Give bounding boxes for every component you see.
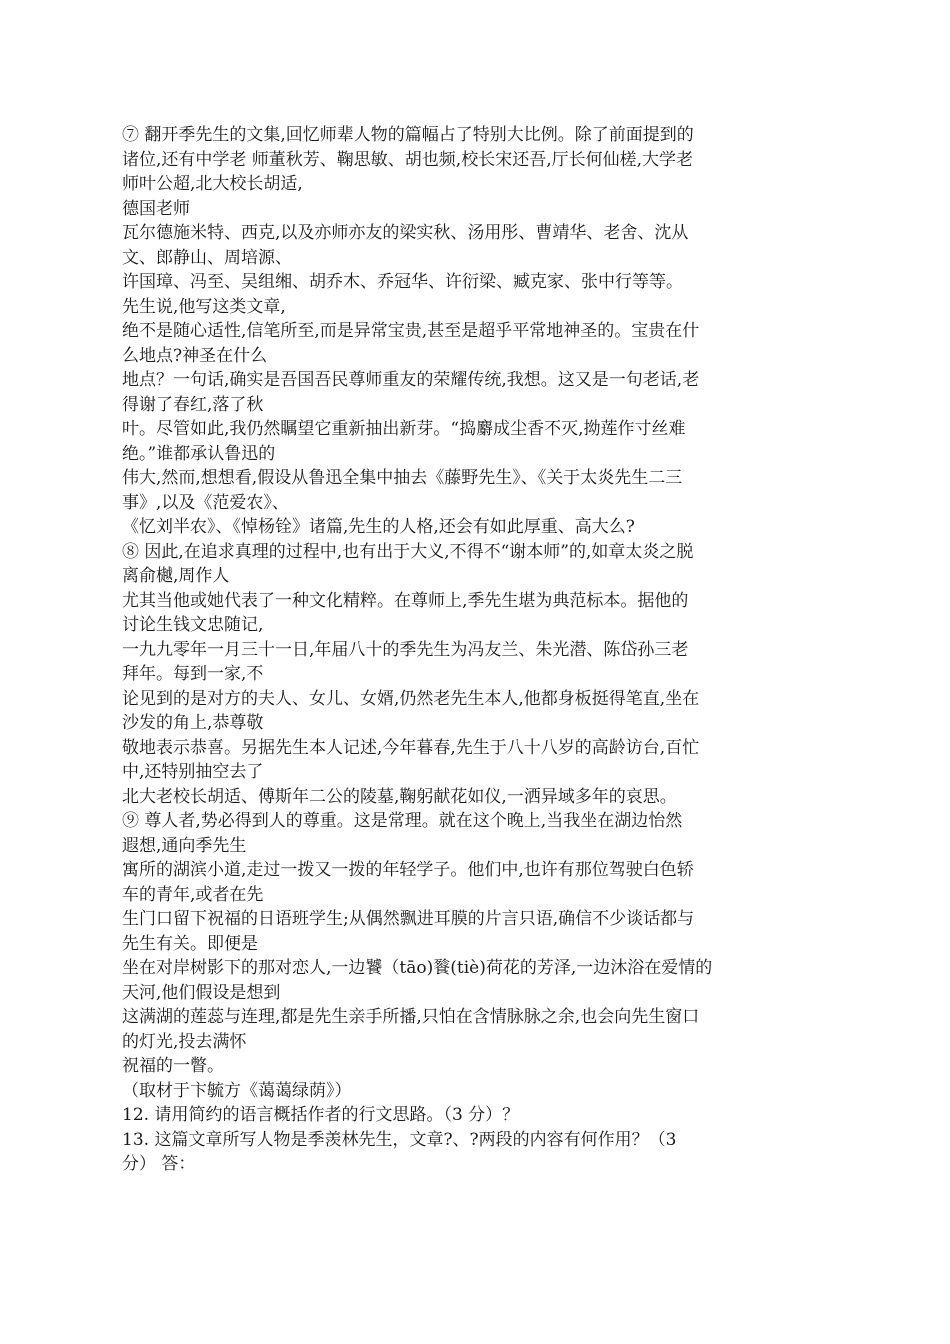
text-line: 绝。”谁都承认鲁迅的 <box>122 443 276 464</box>
text-line: 13. 这篇文章所写人物是季羡林先生，文章?、?两段的内容有何作用？（3 <box>122 1129 677 1150</box>
text-line: ⑧ 因此,在追求真理的过程中,也有出于大义,不得不“谢本师”的,如章太炎之脱 <box>122 541 694 562</box>
text-line: ⑦ 翻开季先生的文集,回忆师辈人物的篇幅占了特别大比例。除了前面提到的 <box>122 125 694 145</box>
text-line: 北大老校长胡适、傅斯年二公的陵墓,鞠躬献花如仪,一洒异域多年的哀思。 <box>122 786 677 807</box>
text-line: 伟大,然而,想想看,假设从鲁迅全集中抽去《藤野先生》、《关于太炎先生二三 <box>122 468 683 488</box>
text-line: 得谢了春红,落了秋 <box>122 394 264 415</box>
text-line: 拜年。每到一家,不 <box>122 664 264 684</box>
text-line: 沙发的角上,恭尊敬 <box>122 713 264 733</box>
text-line: 的灯光,投去满怀 <box>122 1031 247 1052</box>
text-line: 中,还特别抽空去了 <box>122 762 264 782</box>
text-line: 文、郎静山、周培源、 <box>122 247 292 268</box>
text-line: 地点？一句话,确实是吾国吾民尊师重友的荣耀传统,我想。这又是一句老话,老 <box>122 370 700 390</box>
text-line: 祝福的一瞥。 <box>122 1056 224 1076</box>
text-line: 事》,以及《范爱农》、 <box>122 492 289 513</box>
text-line: 许国璋、冯至、吴组缃、胡乔木、乔冠华、许衍梁、臧克家、张中行等等。 <box>122 272 683 292</box>
text-line: 敬地表示恭喜。另据先生本人记述,今年暮春,先生于八十八岁的高龄访台,百忙 <box>122 737 700 758</box>
text-line: 生门口留下祝福的日语班学生;从偶然飘进耳膜的片言只语,确信不少谈话都与 <box>122 909 695 929</box>
text-line: 先生说,他写这类文章, <box>122 296 286 317</box>
text-line: 这满湖的莲蕊与连理,都是先生亲手所播,只怕在含情脉脉之余,也会向先生窗口 <box>122 1007 700 1027</box>
text-line: 离俞樾,周作人 <box>122 566 230 586</box>
text-line: 《忆刘半农》、《悼杨铨》诸篇,先生的人格,还会有如此厚重、高大么? <box>122 517 635 537</box>
text-line: 分） 答： <box>122 1154 196 1174</box>
text-line: 一九九零年一月三十一日,年届八十的季先生为冯友兰、朱光潜、陈岱孙三老 <box>122 639 689 660</box>
text-line: 叶。尽管如此,我仍然瞩望它重新抽出新芽。“捣麝成尘香不灭,拗莲作寸丝难 <box>122 419 686 439</box>
text-line: 天河,他们假设是想到 <box>122 982 281 1003</box>
text-line: 遐想,通向季先生 <box>122 835 247 856</box>
text-line: 瓦尔德施米特、西克,以及亦师亦友的梁实秋、汤用彤、曹靖华、老舍、沈从 <box>122 223 689 243</box>
text-line: 绝不是随心适性,信笔所至,而是异常宝贵,甚至是超乎平常地神圣的。宝贵在什 <box>122 321 700 341</box>
text-line: （取材于卞毓方《蔼蔼绿荫》） <box>122 1080 352 1101</box>
text-line: 先生有关。即便是 <box>122 933 258 954</box>
text-line: 德国老师 <box>122 198 190 219</box>
text-line: 诸位,还有中学老 师董秋芳、鞠思敏、胡也频,校长宋还吾,厅长何仙槎,大学老 <box>122 149 694 170</box>
text-line: 坐在对岸树影下的那对恋人,一边饕（tāo)餮(tiè)荷花的芳泽,一边沐浴在爱情的 <box>122 958 713 978</box>
text-line: 寓所的湖滨小道,走过一拨又一拨的年轻学子。他们中,也许有那位驾驶白色轿 <box>122 860 694 880</box>
text-line: 么地点?神圣在什么 <box>122 345 268 366</box>
text-line: 尤其当他或她代表了一种文化精粹。在尊师上,季先生堪为典范标本。据他的 <box>122 590 689 611</box>
text-line: 讨论生钱文忠随记, <box>122 615 264 635</box>
text-line: 车的青年,或者在先 <box>122 884 264 905</box>
text-line: 12. 请用简约的语言概括作者的行文思路。（3 分）？ <box>122 1105 520 1125</box>
text-line: 论见到的是对方的夫人、女儿、女婿,仍然老先生本人,他都身板挺得笔直,坐在 <box>122 688 700 709</box>
document-body <box>122 123 812 1177</box>
text-line: ⑨ 尊人者,势必得到人的尊重。这是常理。就在这个晚上,当我坐在湖边怡然 <box>122 811 683 831</box>
text-line: 师叶公超,北大校长胡适, <box>122 174 303 194</box>
